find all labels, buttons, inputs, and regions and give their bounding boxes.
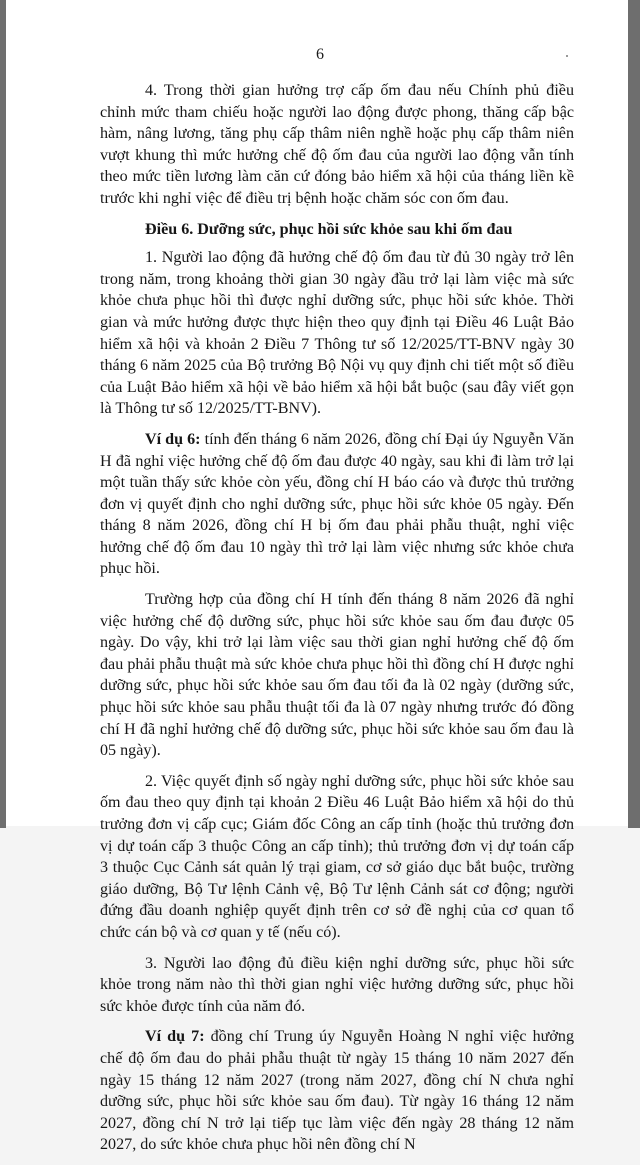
page-number: 6: [316, 46, 324, 63]
paragraph-2-decision-authority: 2. Việc quyết định số ngày nghỉ dưỡng sức, phục hồi sức khỏe sau ốm đau theo quy định tại khoản 2 Điều 46 Luật Bảo hiểm xã hội do thủ trưởng đơn vị cấp cục; Giám đốc Công an cấp tỉnh (hoặc thủ trưởng đơn vị dự toán cấp 3 thuộc Công an cấp tỉnh); thủ trưởng đơn vị dự toán cấp 3 thuộc Cục Cảnh sát quản lý trại giam, cơ sở giáo dục bắt buộc, trường giáo dưỡng, Bộ Tư lệnh Cảnh vệ, Bộ Tư lệnh Cảnh sát cơ động; người đứng đầu doanh nghiệp quyết định trên cơ sở đề nghị của cơ quan tổ chức cán bộ và cơ quan y tế (nếu có).: [100, 772, 574, 941]
example-6-label: Ví dụ 6:: [145, 430, 201, 448]
paragraph-3-year-counting: 3. Người lao động đủ điều kiện nghỉ dưỡng sức, phục hồi sức khỏe trong năm nào thì thời gian nghỉ việc hưởng dưỡng sức, phục hồi sức khỏe được tính của năm đó.: [100, 954, 574, 1015]
paragraph-1-recovery-leave: 1. Người lao động đã hưởng chế độ ốm đau từ đủ 30 ngày trở lên trong năm, trong khoảng thời gian 30 ngày đầu trở lại làm việc mà sức khỏe chưa phục hồi thì được nghỉ dưỡng sức, phục hồi sức khỏe. Thời gian và mức hưởng được thực hiện theo quy định tại Điều 46 Luật Bảo hiểm xã hội và khoản 2 Điều 7 Thông tư số 12/2025/TT-BNV ngày 30 tháng 6 năm 2025 của Bộ trưởng Bộ Nội vụ quy định chi tiết một số điều của Luật Bảo hiểm xã hội về bảo hiểm xã hội bắt buộc (sau đây viết gọn là Thông tư số 12/2025/TT-BNV).: [100, 249, 574, 418]
example-6-text: tính đến tháng 6 năm 2026, đồng chí Đại úy Nguyễn Văn H đã nghỉ việc hưởng chế độ ốm đau được 40 ngày, sau khi đi làm trở lại một tuần thấy sức khỏe còn yếu, đồng chí H báo cáo và được thủ trưởng đơn vị quyết định cho nghỉ dưỡng sức, phục hồi sức khỏe 05 ngày. Đến tháng 8 năm 2026, đồng chí H bị ốm đau phải phẫu thuật, nghỉ việc hưởng chế độ ốm đau 10 ngày thì trở lại làm việc nhưng sức khỏe chưa phục hồi.: [100, 430, 574, 578]
example-6-explanation: Trường hợp của đồng chí H tính đến tháng 8 năm 2026 đã nghỉ việc hưởng chế độ dưỡng sức, phục hồi sức khỏe sau ốm đau được 05 ngày. Do vậy, khi trở lại làm việc sau thời gian nghỉ hưởng chế độ ốm đau phải phẫu thuật mà sức khỏe chưa phục hồi thì đồng chí H được nghỉ dưỡng sức, phục hồi sức khỏe sau ốm đau tối đa là 02 ngày (dưỡng sức, phục hồi sức khỏe sau phẫu thuật tối đa là 07 ngày nhưng trước đó đồng chí H đã nghỉ hưởng chế độ dưỡng sức, phục hồi sức khỏe sau ốm đau là 05 ngày).: [100, 591, 574, 760]
example-7: [100, 1026, 574, 1156]
article-6-heading: Điều 6. Dưỡng sức, phục hồi sức khỏe sau khi ốm đau: [145, 220, 513, 238]
example-7-text: đồng chí Trung úy Nguyễn Hoàng N nghỉ việc hưởng chế độ ốm đau do phải phẫu thuật từ ngày 15 tháng 10 năm 2027 đến ngày 15 tháng 12 năm 2027 (trong năm 2027, đồng chí N chưa nghỉ dưỡng sức, phục hồi sức khỏe sau ốm đau). Từ ngày 16 tháng 12 năm 2027, đồng chí N trở lại tiếp tục làm việc đến ngày 28 tháng 12 năm 2027, do sức khỏe chưa phục hồi nên đồng chí N: [100, 1028, 574, 1154]
example-7-label: Ví dụ 7:: [145, 1028, 205, 1046]
document-body: [100, 80, 574, 1165]
example-6: [100, 429, 574, 580]
scan-speck: [566, 55, 568, 57]
scan-edge-right: [628, 0, 640, 828]
paragraph-4-salary-adjustment: 4. Trong thời gian hưởng trợ cấp ốm đau nếu Chính phủ điều chỉnh mức tham chiếu hoặc người lao động được phong, thăng cấp bậc hàm, nâng lương, tăng phụ cấp thâm niên nghề hoặc phụ cấp thâm niên vượt khung thì mức hưởng chế độ ốm đau của người lao động vẫn tính theo mức tiền lương làm căn cứ đóng bảo hiểm xã hội của tháng liền kề trước khi nghỉ việc để điều trị bệnh hoặc chăm sóc con ốm đau.: [100, 82, 574, 207]
